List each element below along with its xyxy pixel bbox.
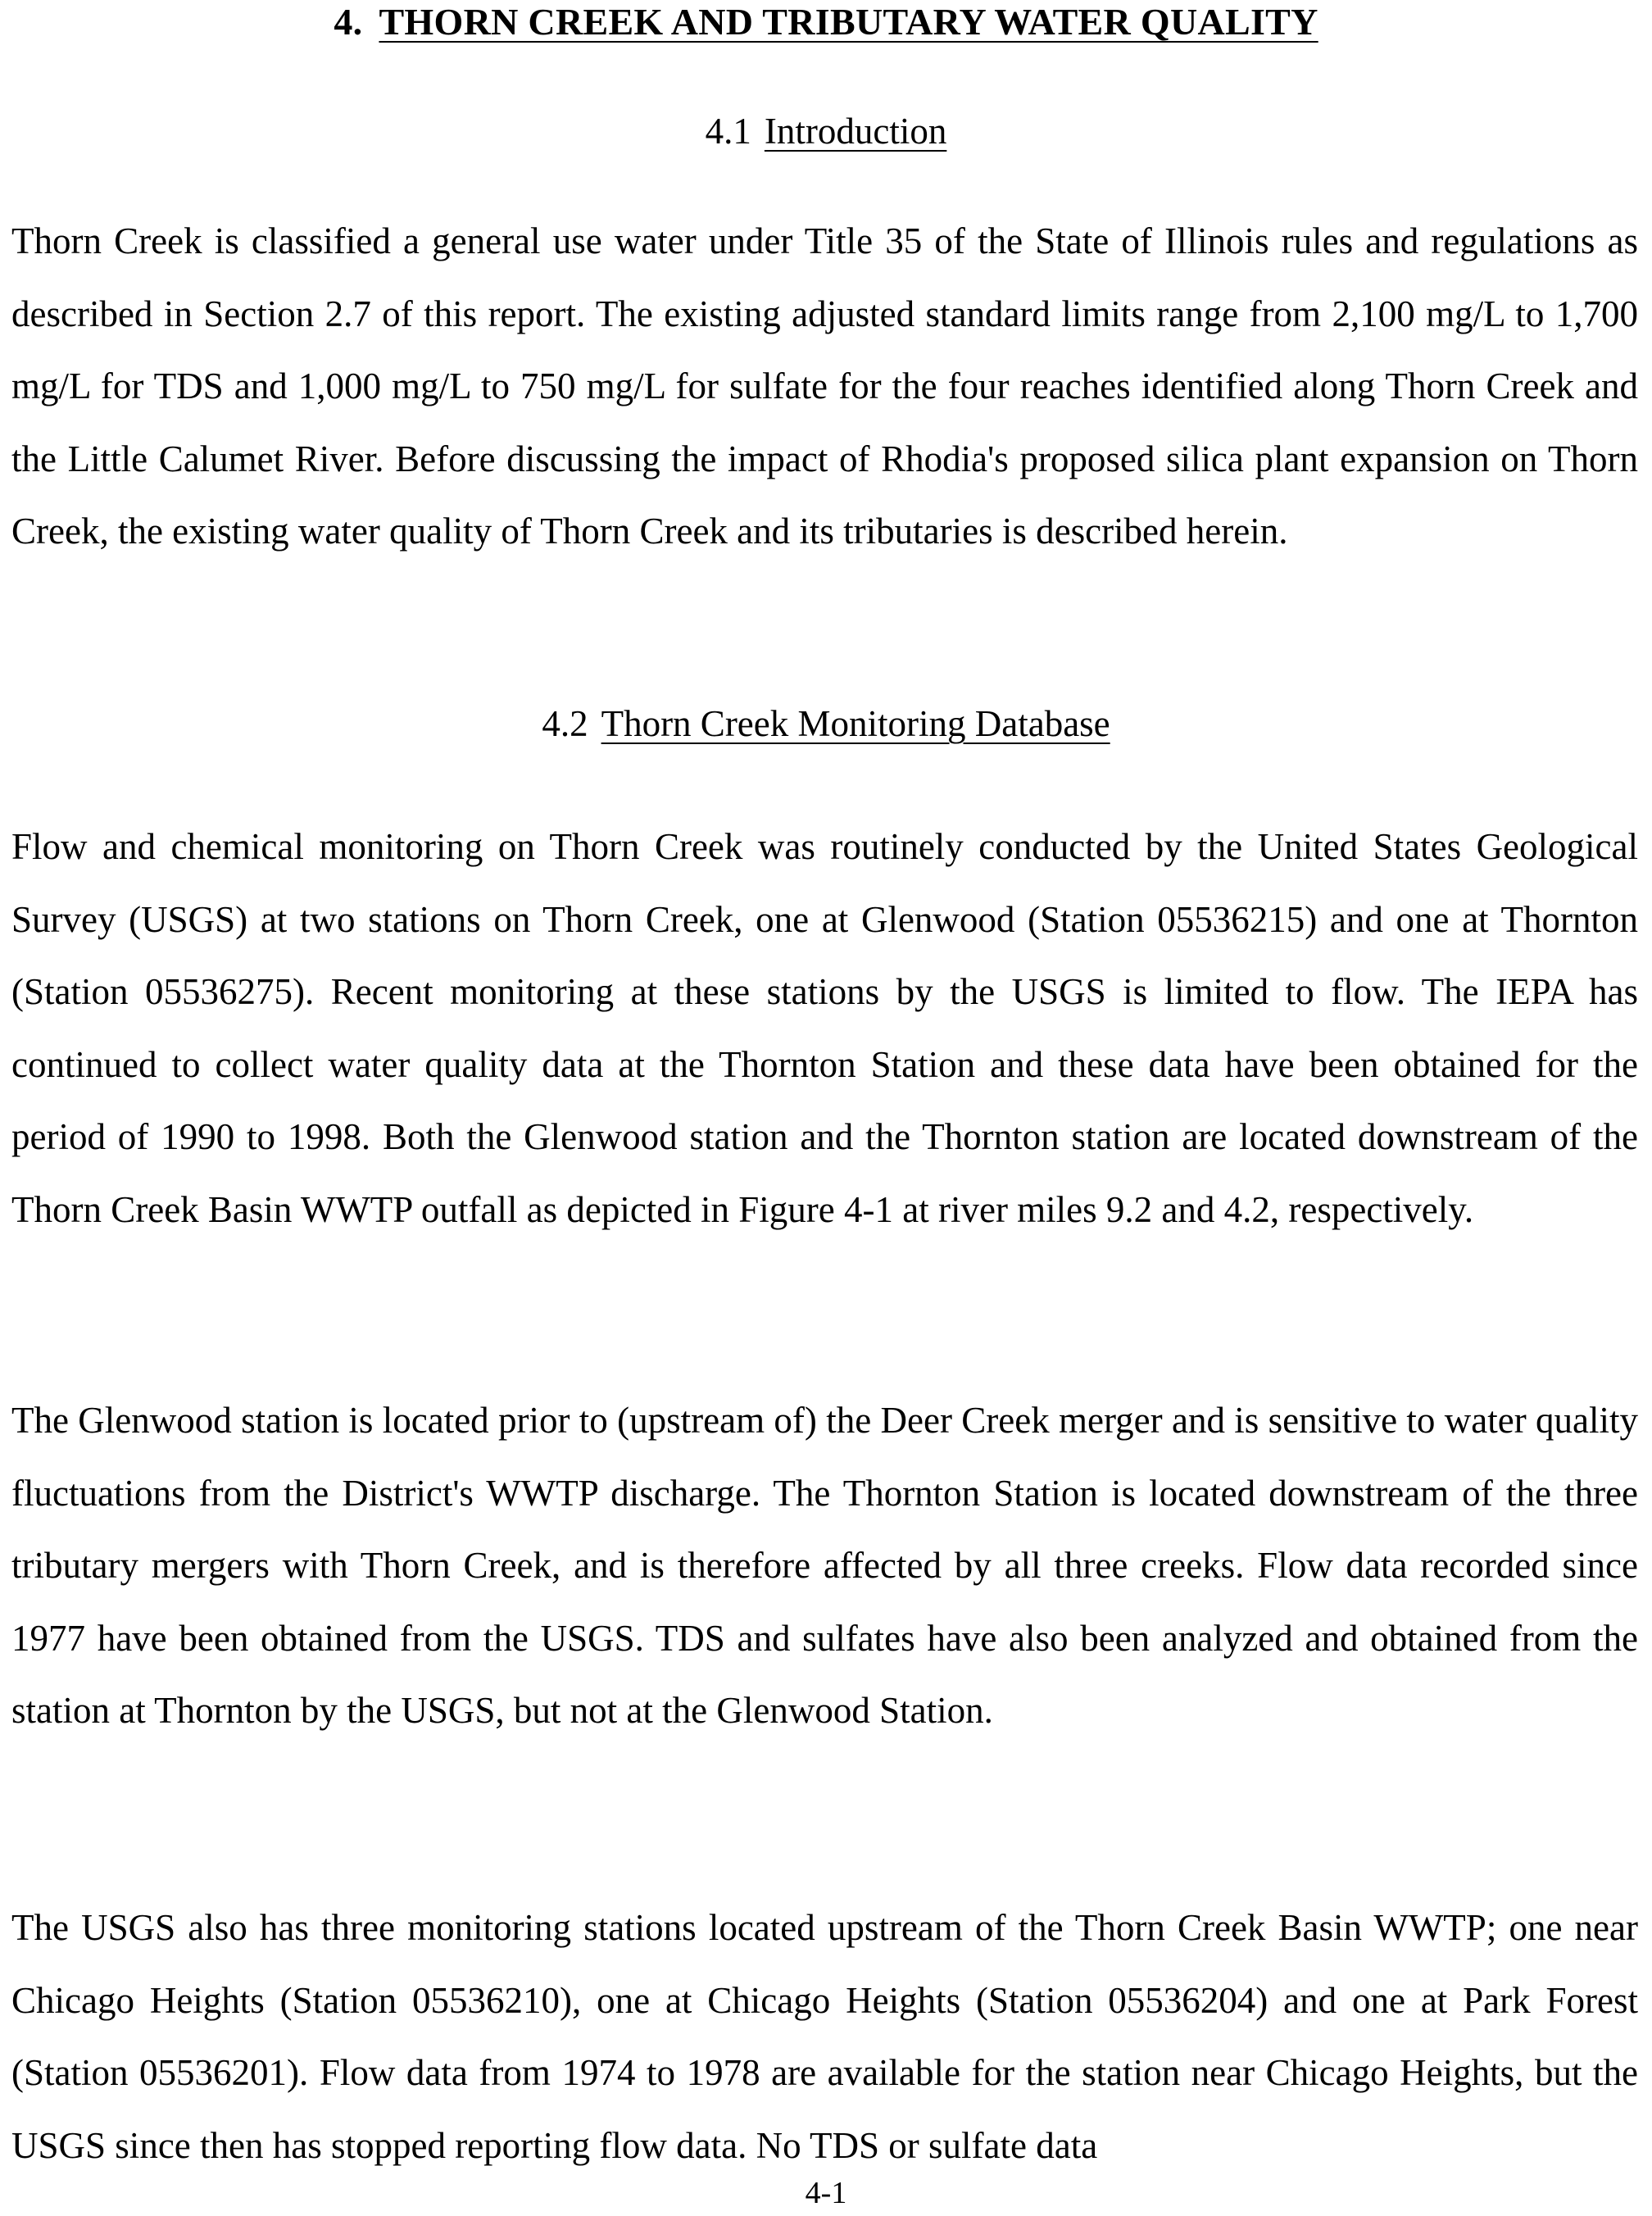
page-number: 4-1 — [805, 2176, 847, 2210]
paragraph-monitoring-stations: Flow and chemical monitoring on Thorn Creek was routinely conducted by the United States Geological Survey (USGS) at two stations on Thorn Creek, one at Glenwood (Station 05536215) and one at Thornton (Station 05536275). Recent monitoring at these stations by the USGS is limited to flow. The IEPA has continued to collect water quality data at the Thornton Station and these data have been obtained for the period of 1990 to 1998. Both the Glenwood station and the Thornton station are located downstream of the Thorn Creek Basin WWTP outfall as depicted in Figure 4-1 at river miles 9.2 and 4.2, respectively. — [11, 826, 1638, 1230]
chapter-number: 4. — [334, 1, 363, 43]
paragraph-upstream-stations: The USGS also has three monitoring stations located upstream of the Thorn Creek Basin WWTP; one near Chicago Heights (Station 05536210), one at Chicago Heights (Station 05536204) and one at Park Forest (Station 05536201). Flow data from 1974 to 1978 are available for the station near Chicago Heights, but the USGS since then has stopped reporting flow data. No TDS or sulfate data — [11, 1907, 1638, 2166]
section-number: 4.1 — [705, 111, 751, 152]
section-number: 4.2 — [542, 703, 588, 744]
chapter-title — [0, 0, 1652, 44]
section-title: Introduction — [764, 111, 947, 152]
section-heading-introduction — [0, 109, 1652, 153]
section-title: Thorn Creek Monitoring Database — [601, 703, 1110, 744]
chapter-title-text: THORN CREEK AND TRIBUTARY WATER QUALITY — [379, 1, 1318, 43]
paragraph-introduction: Thorn Creek is classified a general use water under Title 35 of the State of Illinois rules and regulations as described in Section 2.7 of this report. The existing adjusted standard limits range from 2,100 mg/L to 1,700 mg/L for TDS and 1,000 mg/L to 750 mg/L for sulfate for the four reaches identified along Thorn Creek and the Little Calumet River. Before discussing the impact of Rhodia's proposed silica plant expansion on Thorn Creek, the existing water quality of Thorn Creek and its tributaries is described herein. — [11, 220, 1638, 552]
paragraph-glenwood-station: The Glenwood station is located prior to (upstream of) the Deer Creek merger and is sensitive to water quality fluctuations from the District's WWTP discharge. The Thornton Station is located downstream of the three tributary mergers with Thorn Creek, and is therefore affected by all three creeks. Flow data recorded since 1977 have been obtained from the USGS. TDS and sulfates have also been analyzed and obtained from the station at Thornton by the USGS, but not at the Glenwood Station. — [11, 1400, 1638, 1731]
section-heading-monitoring-database — [0, 702, 1652, 746]
